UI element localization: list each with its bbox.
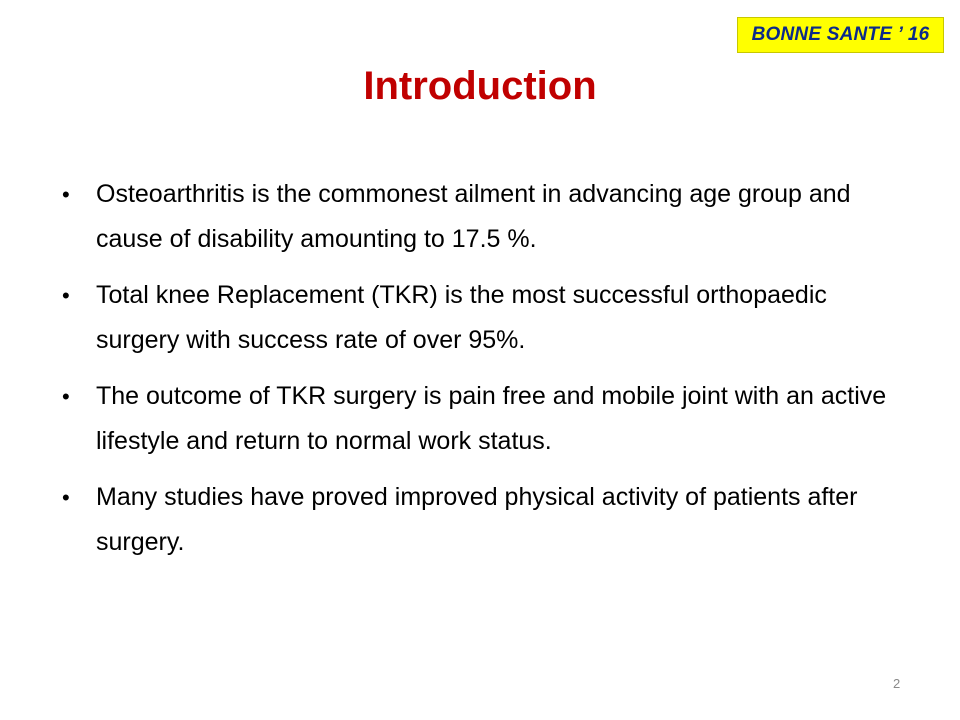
bullet-text: The outcome of TKR surgery is pain free and mobile joint with an active lifestyle and return to normal work status. [96,382,887,455]
bullet-item [62,475,902,565]
bullet-list [62,172,902,576]
bullet-item [62,172,902,262]
bullet-icon: • [62,384,70,409]
bullet-text: Many studies have proved improved physical activity of patients after surgery. [96,483,858,556]
bullet-item [62,273,902,363]
bullet-icon: • [62,283,70,308]
slide-title: Introduction [363,64,597,108]
bullet-text: Total knee Replacement (TKR) is the most successful orthopaedic surgery with success rate of over 95%. [96,281,827,354]
page-number: 2 [893,676,901,691]
event-badge-label: BONNE SANTE ’ 16 [751,24,930,45]
bullet-icon: • [62,182,70,207]
bullet-text: Osteoarthritis is the commonest ailment in advancing age group and cause of disability amounting to 17.5 %. [96,180,851,253]
bullet-icon: • [62,485,70,510]
bullet-item [62,374,902,464]
event-badge [737,17,944,53]
